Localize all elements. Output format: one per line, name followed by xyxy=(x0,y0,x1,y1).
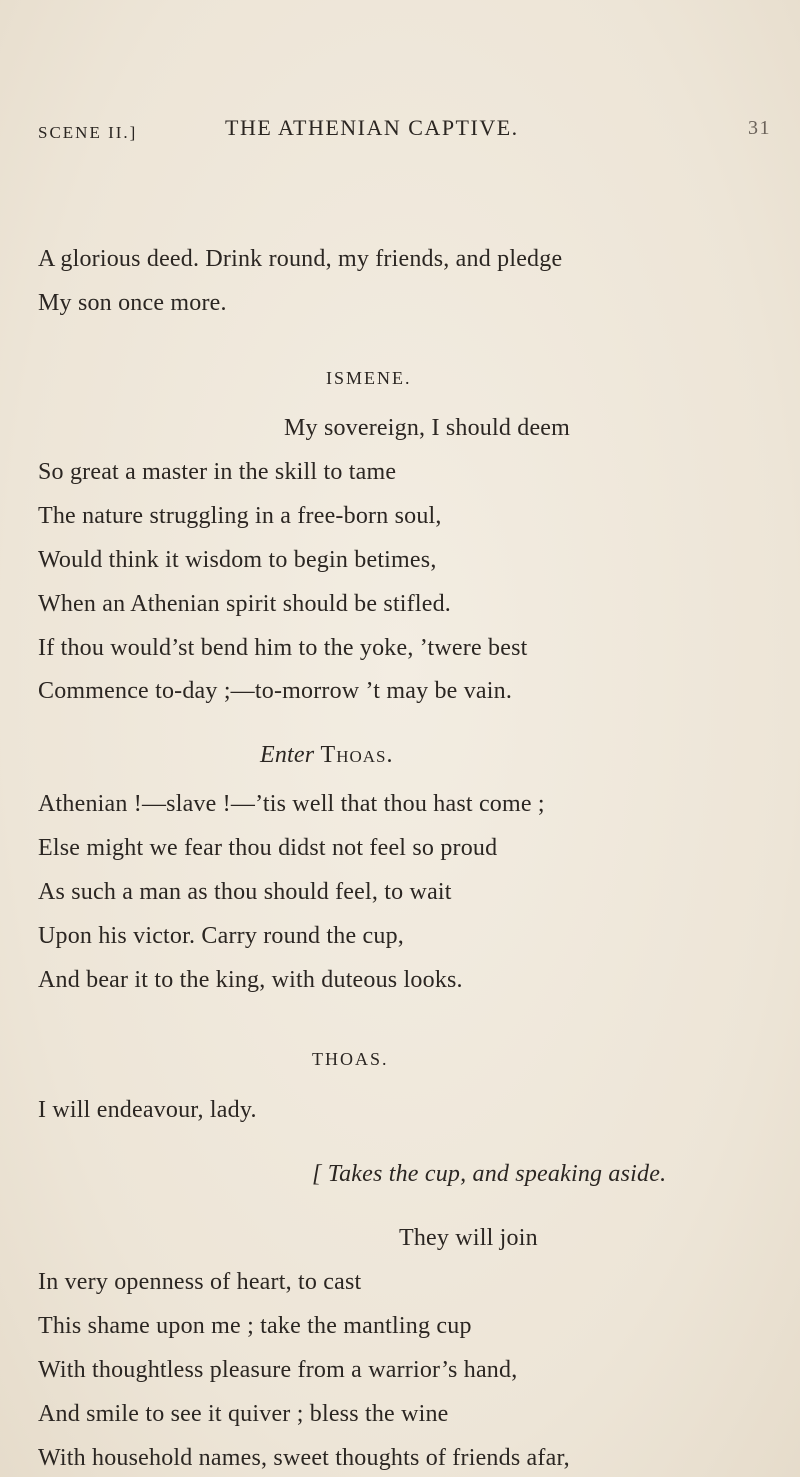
verse-line: My son once more. xyxy=(38,290,227,316)
verse-line: So great a master in the skill to tame xyxy=(38,459,397,485)
speaker-name-ismene: ISMENE. xyxy=(326,368,412,388)
verse-line: This shame upon me ; take the mantling cup xyxy=(38,1313,472,1339)
stage-direction-enter-name: Thoas. xyxy=(320,742,394,768)
verse-line: I will endeavour, lady. xyxy=(38,1097,257,1123)
verse-line: With thoughtless pleasure from a warrior’s hand, xyxy=(38,1357,518,1383)
verse-line: In very openness of heart, to cast xyxy=(38,1269,362,1295)
verse-line: My sovereign, I should deem xyxy=(284,415,571,441)
verse-line: The nature struggling in a free-born soul, xyxy=(38,503,442,529)
verse-line: And smile to see it quiver ; bless the wine xyxy=(38,1401,449,1427)
speaker-name-thoas: THOAS. xyxy=(312,1049,389,1069)
page-number: 31 xyxy=(748,117,771,139)
verse-line: When an Athenian spirit should be stifled. xyxy=(38,591,451,617)
verse-line: If thou would’st bend him to the yoke, ’twere best xyxy=(38,635,528,661)
verse-line: Athenian !—slave !—’tis well that thou hast come ; xyxy=(38,791,545,817)
verse-line: As such a man as thou should feel, to wait xyxy=(38,879,452,905)
stage-direction-aside: [ Takes the cup, and speaking aside. xyxy=(312,1161,667,1187)
running-head-title: THE ATHENIAN CAPTIVE. xyxy=(225,115,519,140)
verse-line: And bear it to the king, with duteous looks. xyxy=(38,967,463,993)
verse-line: Would think it wisdom to begin betimes, xyxy=(38,547,437,573)
stage-direction-enter xyxy=(260,741,393,769)
verse-line: A glorious deed. Drink round, my friends, and pledge xyxy=(38,246,563,272)
verse-line: Else might we fear thou didst not feel so proud xyxy=(38,835,498,861)
verse-line: They will join xyxy=(399,1225,538,1251)
verse-line: With household names, sweet thoughts of friends afar, xyxy=(38,1445,570,1471)
stage-direction-enter-prefix: Enter xyxy=(260,742,315,768)
verse-line: Commence to-day ;—to-morrow ’t may be vain. xyxy=(38,678,513,704)
verse-line: Upon his victor. Carry round the cup, xyxy=(38,923,405,949)
running-head-scene: SCENE II.] xyxy=(38,123,138,142)
